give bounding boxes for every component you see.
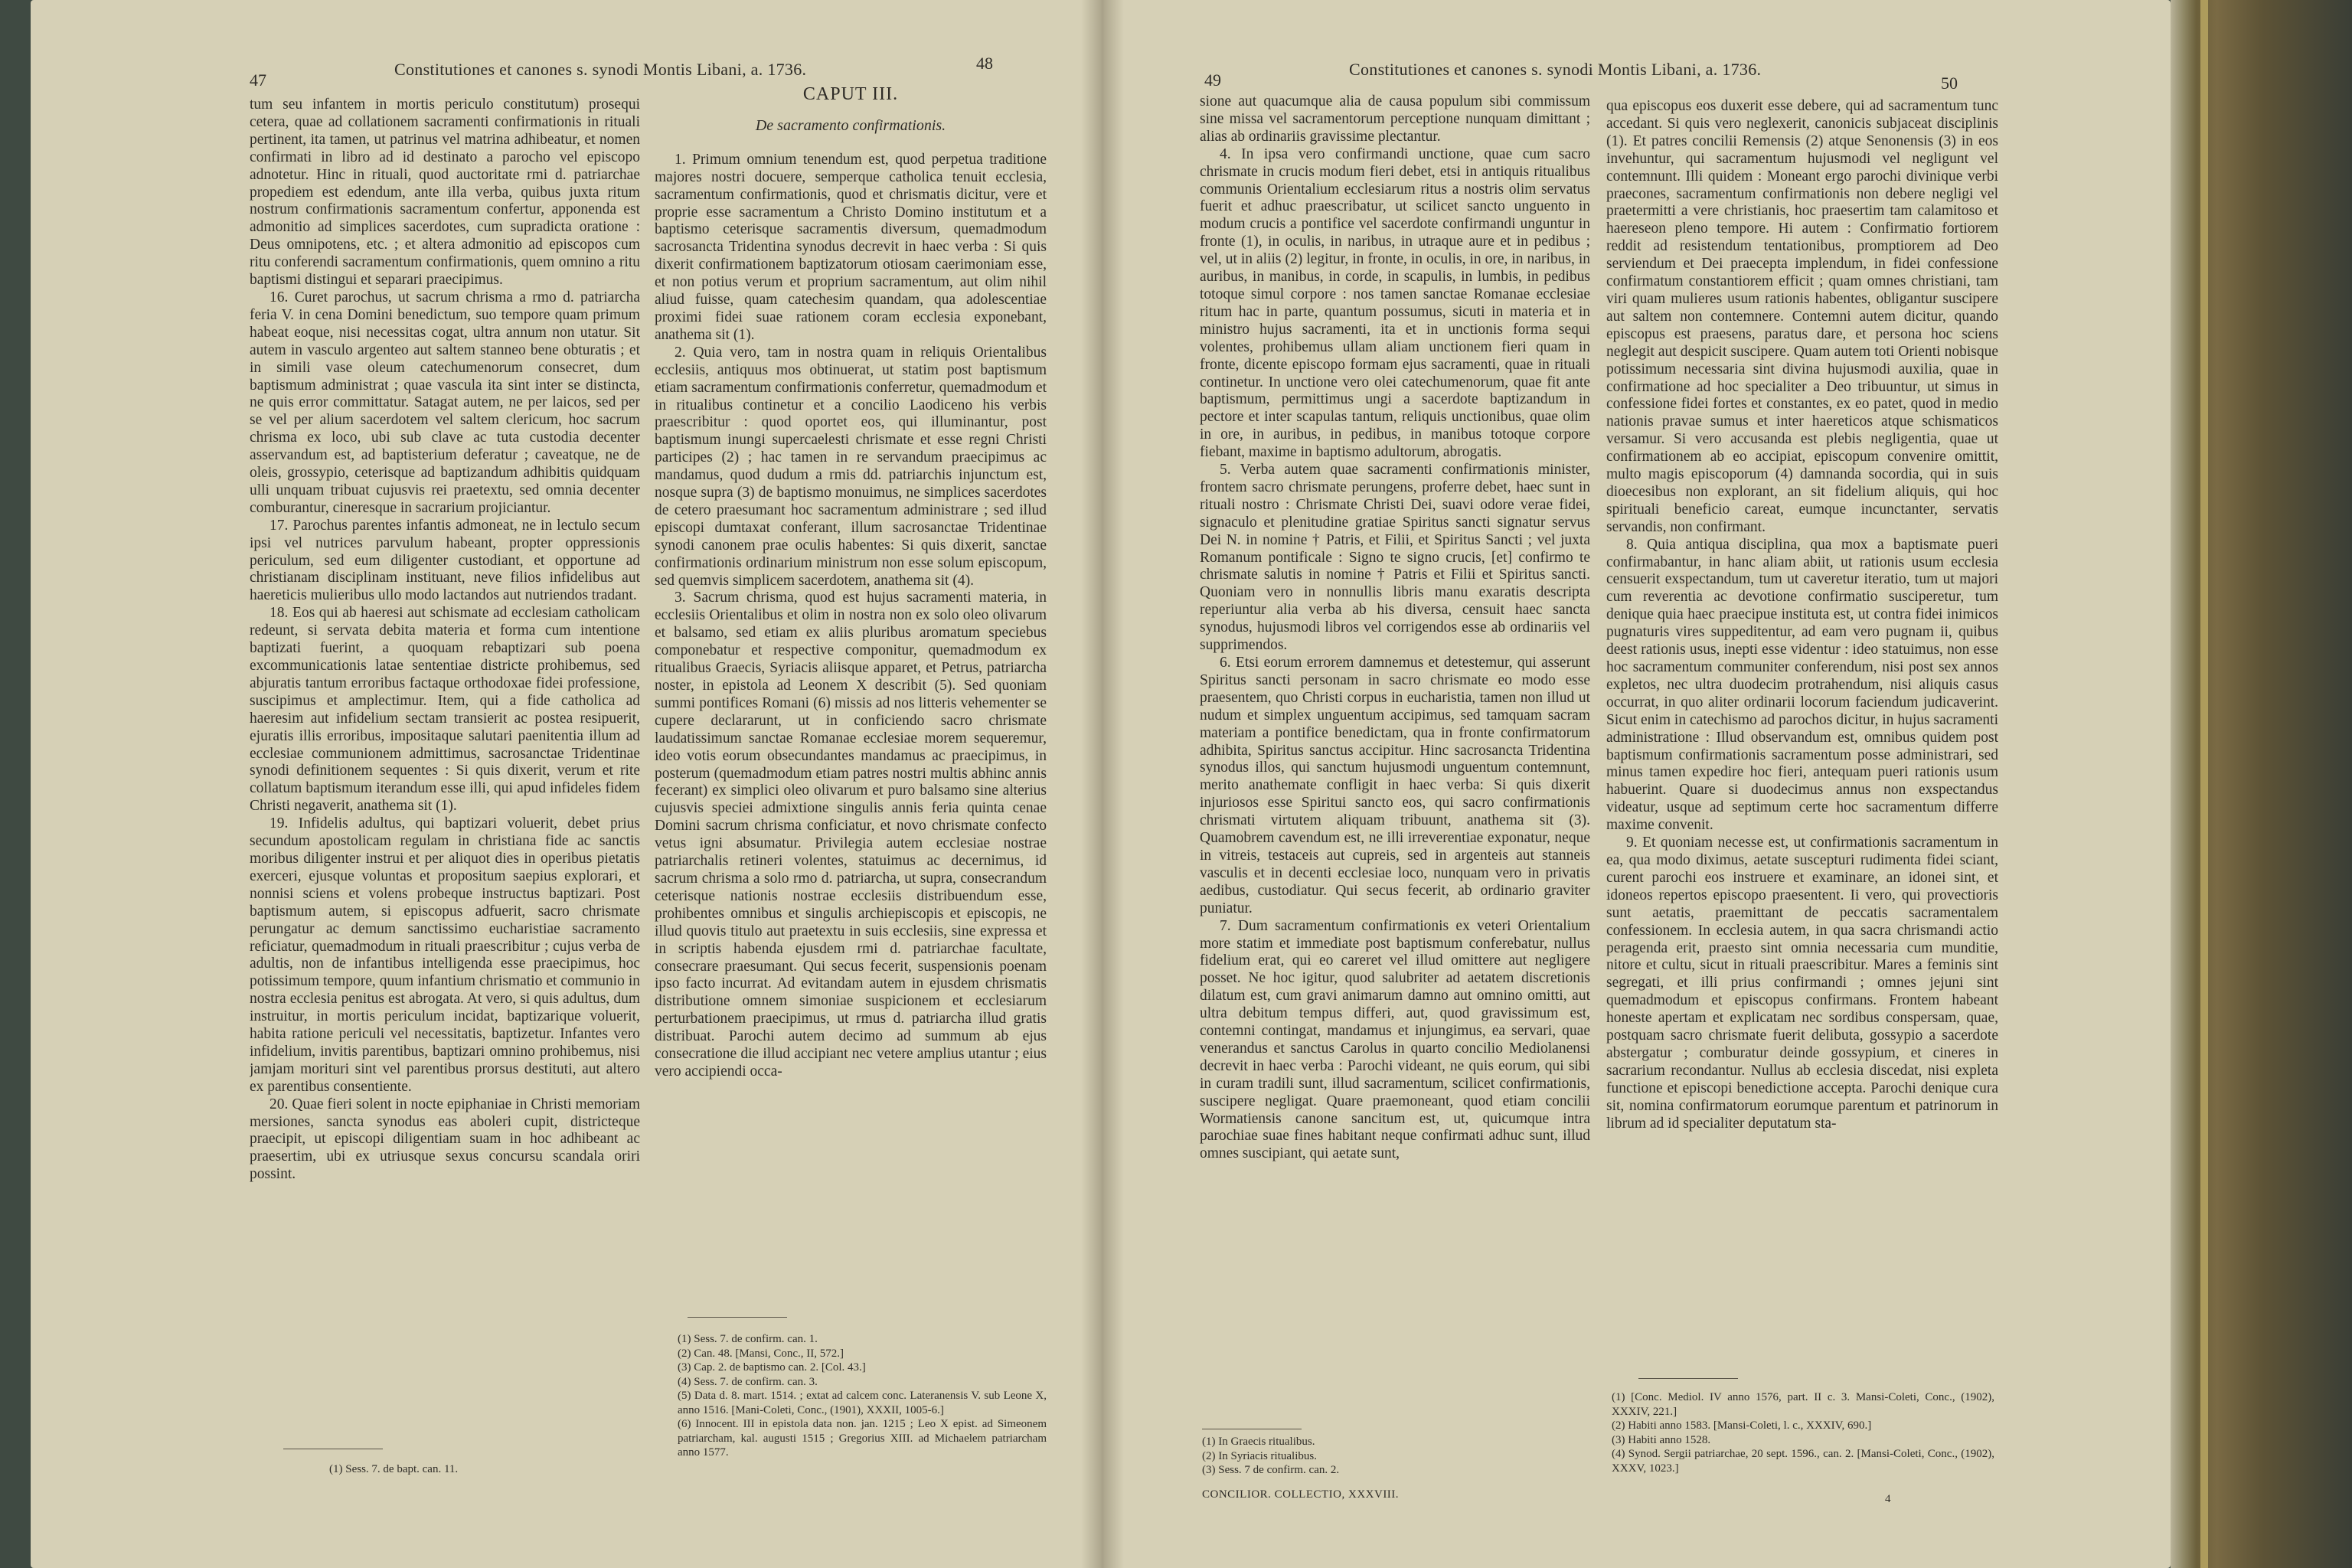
paragraph: 9. Et quoniam necesse est, ut confirmationis sacramentum in ea, qua modo diximus, aetate suscepturi rudimenta fidei sciant, curent parochi eos instruere et examinare, an idonei sint, et idoneos repertos episcopo praesentent. Ii vero, qui provectioris sunt aetatis, praemittant de peccatis sacramentalem confessionem. In ecclesia autem, in qua sacra chrismandi actio peragenda erit, praesto sint omnia necessaria cum munditie, nitore et cultu, sicut in rituali praescribitur. Mares a feminis sint segregati, et illi prius confirmandi ; omnes jejuni sint quemadmodum et episcopus confirmans. Frontem habeant honeste apertam et explicatam nec sordibus conspersam, quae, postquam sacro chrismate fuerit delibuta, gossypio a sacerdote abstergatur ; comburatur deinde gossypium, et cineres in sacrarium recondantur. Nullus ab ecclesia discedat, nisi expleta functione et episcopi benedictione accepta. Parochi denique cura sit, nomina confirmatorum eorumque parentum et patrinorum in librum ad id specialiter deputatum sta-: [1606, 835, 1998, 1132]
footnote: (2) In Syriacis ritualibus.: [1202, 1449, 1317, 1462]
footnote: (5) Data d. 8. mart. 1514. ; extat ad calcem conc. Lateranensis V. sub Leone X, anno 1516. [Mani-Coleti, Conc., (1901), XXXII, 1005-6.]: [678, 1390, 1047, 1416]
footnote: (4) Synod. Sergii patriarchae, 20 sept. 1596., can. 2. [Mansi-Coleti, Conc., (1902), XXXV, 1023.]: [1612, 1448, 1994, 1475]
footnote: (2) Can. 48. [Mansi, Conc., II, 572.]: [678, 1347, 844, 1360]
right-page-column-2-footnotes: [1612, 1390, 1994, 1498]
paragraph: qua episcopus eos duxerit esse debere, qui ad sacramentum tunc accedant. Si quis vero neglexerit, canonicis subjaceat disciplinis (1). Et patres concilii Remensis (2) atque Senonensis (3) in eos invehuntur, qui sacramentum hujusmodi vel negligunt vel contemnunt. Illi quidem : Moneant ergo parochi divinique verbi praecones, sacramentum confirmationis non debere negligi vel praetermitti a vere christianis, hoc praesertim tam calamitoso et haereseon pleno tempore. Hi autem : Confirmatio fortiorem reddit ad resistendum tentationibus, promptiorem ad Deo serviendum et Dei praecepta implendum, in fidei confessione confirmatum constantiorem efficit ; quam omnes christiani, tam viri quam mulieres usum rationis habentes, obligantur suscipere aut saltem non contemnere. Contemni autem dicitur, quando episcopus est praesens, paratus dare, et persona hoc sciens neglegit aut despicit suscipere. Quam autem toti Orienti nobisque potissimum necessaria sint divina hujusmodi auxilia, quae in confirmatione ad hoc specialiter a Deo tribuuntur, ut simus in confessione fidei fortes et constantes, ex eo patet, quod in medio nationis pravae sumus et inter haereticos atque schismaticos versamur. Si vero accusanda est plebis negligentia, quae ut confirmationem ab eo accipiat, episcopum convenire omittit, multo magis episcoporum (4) damnanda socordia, qui in suis dioecesibus non explorant, an sit fidelium aliquis, qui hoc spirituali beneficio careat, eumque incunctanter, servatis servandis, non confirmant.: [1606, 98, 1998, 535]
page-number-47: 47: [250, 70, 266, 90]
paragraph: 7. Dum sacramentum confirmationis ex veteri Orientalium more statim et immediate post baptismum conferebatur, nullus fidelium erat, qui eo careret vel illud omittere aut negligere posset. Ne hoc igitur, quod salubriter ad aetatem discretionis dilatum est, cum gravi animarum damno aut omnino omitti, aut ultra debitum tempus differi, aut, quod gravissimum est, contemni contingat, mandamus et injungimus, ea servari, quae venerandus et sanctus Carolus in quarto concilio Mediolanensi decrevit in haec verba : Parochi videant, ne quis eorum, qui sibi in curam tradili sunt, illud sacramentum, scilicet confirmationis, suscipere negligat. Quare praemoneant, quod etiam concilii Wormatiensis canone sancitum est, ut, quicumque intra parochiae suae fines habitant neque confirmati adhuc sunt, illud omnes suscipiant, qui aetate sunt,: [1200, 917, 1590, 1162]
left-page: [31, 0, 1102, 1568]
chapter-title: CAPUT III.: [802, 84, 899, 104]
paragraph: 4. In ipsa vero confirmandi unctione, quae cum sacro chrismate in crucis modum fieri debet, etsi in antiquis ritualibus communis Orientalium ecclesiarum ritus a nostris olim servatus fuerit et adhuc praescribatur, ut scilicet sancto unguento in modum crucis a pontifice vel sacerdote confirmandi unguntur in fronte (1), in oculis, in naribus, in utraque aure et in pedibus ; vel, ut in aliis (2) legitur, in fronte, in oculis, in ore, in naribus, in auribus, in manibus, in corde, in scapulis, in lumbis, in pedibus totoque simul corpore : nos tamen sanctae Romanae ecclesiae ritum hac in parte, quantum possumus, sicuti in materia et in ministro hujus sacramenti, ita et in unctionis forma sequi volentes, prohibemus ullam aliam unctionem fieri quam in fronte, dicente episcopo formam ejus sacramenti, quae in rituali continetur. In unctione vero olei catechumenorum, quae fit ante baptismum, permittimus ungi a sacerdote baptizandum in pectore et inter scapulas tantum, reliquis unctionibus, quae olim in ore, in auribus, in pedibus, in manibus totoque corpore fiebant, maxime in baptismo adultorum, abrogatis.: [1200, 145, 1590, 461]
paragraph: 8. Quia antiqua disciplina, qua mox a baptismate pueri confirmabantur, in hanc aliam abiit, ut rationis usum ecclesia censuerit exspectandum, tum ut caveretur iteratio, tum ut majori cum reverentia ac devotione confirmatio susciperetur, tum denique quia haec praecipue instituta est, ut contra fidei inimicos pugnaturis vires suppeditentur, ad eam vero pugnam ii, quibus deest rationis usus, inepti esse videntur : ideo statuimus, non esse hoc sacramentum communiter conferendum, nisi post sex annos expletos, nec ultra duodecim protrahendum, nisi aliquis casus occurrat, in quo aliter ordinarii locorum faciendum judicaverint. Sicut enim in catechismo ad parochos dicitur, in hujus sacramenti administratione : Illud observandum est, omnibus quidem post baptismum confirmationis sacramentum posse administrari, sed minus tamen expedire hoc fieri, antequam pueri rationis usum habuerint. Quare si duodecimus annus non exspectandus videatur, usque ad septimum certe hoc sacramentum differre maxime convenit.: [1606, 536, 1998, 834]
chapter-subtitle: De sacramento confirmationis.: [755, 116, 946, 134]
footnote: (1) Sess. 7. de confirm. can. 1.: [678, 1333, 818, 1345]
footnote: (6) Innocent. III in epistola data non. jan. 1215 ; Leo X epist. ad Simeonem patriarcham, kal. augusti 1515 ; Gregorius XIII. ad Michaelem patriarcham anno 1577.: [678, 1418, 1047, 1459]
paragraph: 16. Curet parochus, ut sacrum chrisma a rmo d. patriarcha feria V. in cena Domini benedictum, suo tempore quam primum habeat eoque, nisi necessitas cogat, ultra annum non utatur. Sit autem in vasculo argenteo aut saltem stanneo bene obturatis ; et in simili vase oleum catechumenorum consecret, dum baptismum administrat ; quae vascula ita sint inter se distincta, ne quis error committatur. Satagat autem, ne per laicos, sed per se vel per alium sacerdotem vel saltem clericum, hoc sacrum chrisma ex loco, ubi sub clave ac tuta custodia decenter asservandum est, ad baptisterium deferatur ; caveatque, ne de oleis, grossypio, ceterisque ad baptizandum adhibitis quidquam ulli unquam tribuat cujusvis rei praetextu, sed omnia decenter comburantur, cineresque in sacrarium projiciantur.: [250, 289, 640, 516]
paragraph: 17. Parochus parentes infantis admoneat, ne in lectulo secum ipsi vel nutrices parvulum habeant, propter oppressionis periculum, sed eum diligenter custodiant, et opportune ad christianam disciplinam instituant, neve filios infidelibus aut haereticis mulieribus ullo modo lactandos aut nutriendos tradant.: [250, 517, 640, 604]
running-header-right: Constitutiones et canones s. synodi Montis Libani, a. 1736.: [1349, 60, 1762, 79]
right-page-column-1-footnotes: [1202, 1435, 1570, 1482]
footnote: (4) Sess. 7. de confirm. can. 3.: [678, 1375, 818, 1388]
paragraph: 5. Verba autem quae sacramenti confirmationis minister, frontem sacro chrismate perungens, proferre debet, haec sunt in rituali nostro : Chrismate Christi Dei, suavi odore verae fidei, signaculo et plenitudine gratiae Spiritus sancti signatur servus Dei N. in nomine † Patris, et Filii, et Spiritus Sancti ; vel juxta Romanum pontificale : Signo te signo crucis, [et] confirmo te chrismate salutis in nomine † Patris et Filii et Spiritus sancti. Quoniam vero in nonnullis libris manu exaratis descripta reperiuntur alia verba ab his diversa, censuit haec sancta synodus, hujusmodi libros vel corrigendos esse ab ordinariis vel supprimendos.: [1200, 462, 1590, 654]
page-number-48: 48: [976, 54, 993, 73]
page-number-50: 50: [1941, 74, 1958, 93]
paragraph: 3. Sacrum chrisma, quod est hujus sacramenti materia, in ecclesiis Orientalibus et olim in nostra non ex solo oleo olivarum et balsamo, sed etiam ex aliis pluribus aromatum speciebus componebatur et respective componitur, quemadmodum ex ritualibus Graecis, Syriacis aliisque apparet, et Petrus, patriarcha noster, in epistola ad Leonem X describit (5). Sed quoniam summi pontifices Romani (6) missis ad nos litteris vehementer se cupere declararunt, ut in conficiendo sacro chrismate laudatissimum sanctae Romanae ecclesiae morem sequeremur, ideo votis eorum obsecundantes mandamus ac praecipimus, in posterum (quemadmodum etiam patres nostri multis abhinc annis fecerant) ex simplici oleo olivarum et puro balsamo sine alterius cujusvis speciei admixtione singulis annis feria quinta cenae Domini sacrum chrisma conficiatur, et novo chrismate confecto vetus igni absumatur. Privilegia autem ecclesiae nostrae patriarchalis retineri volentes, statuimus ac decernimus, id sacrum chrisma a solo rmo d. patriarcha, ut supra, consecrandum ceterisque nationis nostrae ecclesiis distribuendum esse, prohibentes omnibus et singulis archiepiscopis et episcopis, ne illud quovis titulo aut praetextu in suis ecclesiis, sine expressa et in scriptis habenda ejusdem rmi d. patriarchae facultate, consecrare praesumant. Qui secus fecerit, suspensionis poenam ipso facto incurrat. Ad evitandam autem in ejusdem chrismatis distributione omnem simoniae suspicionem et ecclesiarum perturbationem praecipimus, ut rmus d. patriarcha illud gratis distribuat. Parochi autem decimo ad summum ab ejus consecratione die illud accipiant nec vetere amplius utantur ; eius vero accipiendi occa-: [655, 590, 1047, 1080]
right-page: [1102, 0, 2171, 1568]
paragraph: 2. Quia vero, tam in nostra quam in reliquis Orientalibus ecclesiis, antiquus mos obtinuerat, ut statim post baptismum etiam sacramentum confirmationis conferretur, quemadmodum et in ritualibus continetur et a concilio Laodiceno his verbis praescribitur : quod oportet eos, qui illuminantur, post baptismum inungi supercaelesti chrismate et esse regni Christi participes (2) ; hac tamen in re servandum praecipimus ac mandamus, quod dudum a rmis dd. patriarchis injunctum est, nosque supra (3) de baptismo monuimus, ne simplices sacerdotes de cetero praesumant hoc sacramentum administrare ; sed illud episcopi dumtaxat conferant, illum sacrosanctae Tridentinae synodi canonem prae oculis habentes: Si quis dixerit, sanctae confirmationis ordinarium ministrum non esse solum episcopum, sed quemvis simplicem sacerdotem, anathema sit (4).: [655, 344, 1047, 589]
book-spine-shadow: [1081, 0, 1124, 1568]
bottom-mark: 4: [1885, 1493, 1891, 1505]
left-page-column-1: [250, 96, 640, 1429]
paragraph: 6. Etsi eorum errorem damnemus et detestemur, qui asserunt Spiritus sancti personam in sacro chrismate eo modo esse praesentem, quo Christi corpus in eucharistia, tamen non illud ut nudum et simplex unguentum accipimus, sed tamquam sacram materiam a pontifice benedictam, qua in fronte confirmatorum adhibita, Spiritus sanctus accipitur. Hinc sacrosancta Tridentina synodus illos, qui sanctum hujusmodi unguentum contemnunt, merito anathemate confligit in haec verba: Si quis dixerit injuriosos esse Spiritui sancto eos, qui sacro confirmationis chrismati virtutem aliquam tribuunt, anathema sit (3). Quamobrem cavendum est, ne illi irreverentiae exponatur, neque in vitreis, testaceis aut cupreis, sed in argenteis aut stanneis vasculis et in decenti ecclesiae loco, nunquam vero in privatis aedibus, custodiatur. Qui secus fecerit, ab ordinario graviter puniatur.: [1200, 655, 1590, 916]
open-book: [31, 0, 2171, 1568]
paragraph: 20. Quae fieri solent in nocte epiphaniae in Christi memoriam mersiones, sancta synodus eas aboleri cupit, districteque praecipit, ut episcopi diligentiam suam in hoc adhibeant ac praesertim, ubi ex utriusque sexus concursu scandala oriri possint.: [250, 1096, 640, 1183]
footnote: (1) [Conc. Mediol. IV anno 1576, part. II c. 3. Mansi-Coleti, Conc., (1902), XXXIV, 221.]: [1612, 1391, 1994, 1418]
left-page-column-2: [655, 83, 1047, 1300]
cover-gilt-stripe: [2200, 0, 2208, 1568]
right-page-column-2: [1606, 98, 1998, 1354]
book-cover-edge: [2171, 0, 2352, 1568]
running-header-left: Constitutiones et canones s. synodi Montis Libani, a. 1736.: [394, 60, 807, 79]
left-page-column-2-footnotes: [678, 1332, 1047, 1531]
paragraph: 19. Infidelis adultus, qui baptizari voluerit, debet prius secundum apostolicam regulam in christiana fide ac sanctis moribus diligenter instrui et per aliquot dies in operibus pietatis exerceri, ejusque voluntas et propositum saepius explorari, et nonnisi sciens et volens probeque instructus baptizari. Post baptismum autem, si episcopus adfuerit, sacro chrismate perungatur ac demum sanctissimo eucharistiae sacramento reficiatur, quemadmodum in rituali praescribitur ; cujus verba de adultis, non de infantibus intelligenda esse praecipimus, hoc potissimum tempore, quum infantium chrismatio et communio in nostra ecclesia penitus est abrogata. At vero, si quis adultus, dum instruitur, in mortis periculum incidat, baptizarique voluerit, habita ratione periculi vel necessitatis, baptizetur. Infantes vero infidelium, invitis parentibus, baptizari omnino prohibemus, nisi jamjam morituri sint vel parentibus prorsus destituti, aut altero ex parentibus consentiente.: [250, 815, 640, 1095]
footnote: (3) Sess. 7 de confirm. can. 2.: [1202, 1464, 1340, 1476]
footnote: (3) Habiti anno 1528.: [1612, 1433, 1711, 1446]
signature-mark: CONCILIOR. COLLECTIO, XXXVIII.: [1202, 1488, 1400, 1501]
left-page-column-1-footnotes: [329, 1462, 635, 1493]
paragraph: 1. Primum omnium tenendum est, quod perpetua traditione majores nostri docuere, semperque catholica tenuit ecclesia, sacramentum confirmationis, quod et chrismatis dicitur, vere et proprie esse sacramentum a Christo Domino institutum et a baptismo ceterisque sacramentis diversum, quemadmodum sacrosancta Tridentina synodus decrevit in haec verba : Si quis dixerit confirmationem baptizatorum otiosam caerimoniam esse, et non potius verum et proprium sacramentum, aut olim nihil aliud fuisse, quam catechesim quandam, qua adolescentiae proximi fidei suae rationem coram ecclesia exponebant, anathema sit (1).: [655, 151, 1047, 343]
footnote: (2) Habiti anno 1583. [Mansi-Coleti, l. c., XXXIV, 690.]: [1612, 1419, 1872, 1432]
footnote: (1) In Graecis ritualibus.: [1202, 1436, 1315, 1448]
page-number-49: 49: [1204, 70, 1221, 90]
paragraph: tum seu infantem in mortis periculo constitutum) prosequi cetera, quae ad collationem sacramenti confirmationis in rituali pertinent, ita tamen, ut patrinus vel matrina adhibeatur, et nomen confirmati in libro ad id destinato a parocho vel episcopo adnotetur. Hinc in rituali, quod auctoritate rmi d. patriarchae propediem est edendum, ante illa verba, quibus juxta ritum nostrum confirmationis sacramentum confertur, apponenda est admonitio ad simplices sacerdotes, cum supradicta oratione : Deus omnipotens, etc. ; et altera admonitio ad episcopos cum ritu conferendi sacramentum confirmationis, quem omnino a ritu baptismi distingui et separari praecipimus.: [250, 96, 640, 289]
chapter-body: [655, 152, 1047, 1081]
footnote: (3) Cap. 2. de baptismo can. 2. [Col. 43.]: [678, 1361, 866, 1374]
footnote-rule: [1638, 1378, 1738, 1379]
right-page-column-1: [1200, 93, 1590, 1426]
footnote-rule: [688, 1317, 787, 1318]
paragraph: 18. Eos qui ab haeresi aut schismate ad ecclesiam catholicam redeunt, si servata debita materia et forma cum intentione baptizati fuerint, a quoquam rebaptizari sub poena excommunicationis latae sententiae districte prohibemus, sed abjuratis tantum erroribus factaque orthodoxae fidei professione, suscipimus et amplectimur. Item, qui a fide catholica ad haeresim aut infidelium sectam transierit ac postea resipuerit, ejuratis illis erroribus, impositaque salutari paenitentia illum ad ecclesiae communionem admittimus, sacrosanctae Tridentinae synodi definitionem sequentes : Si quis dixerit, verum et rite collatum baptismum iterandum esse illi, qui apud infideles fidem Christi negaverit, anathema sit (1).: [250, 605, 640, 815]
footnote: (1) Sess. 7. de bapt. can. 11.: [329, 1463, 459, 1475]
paragraph: sione aut quacumque alia de causa populum sibi commissum sine missa vel sacramentorum perceptione nunquam dimittant ; alias ab ordinariis gravissime plectantur.: [1200, 93, 1590, 145]
